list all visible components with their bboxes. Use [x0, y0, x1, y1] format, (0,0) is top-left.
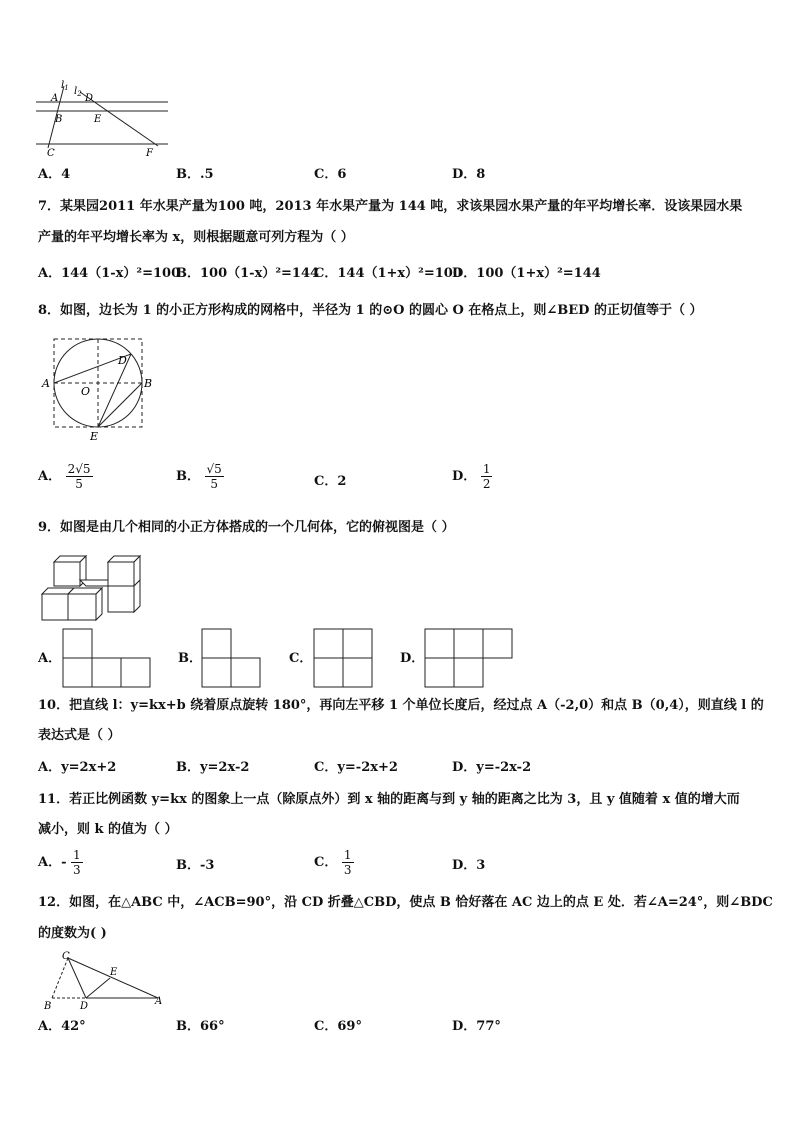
q6-option-a[interactable]: A．4: [38, 167, 71, 182]
q11-option-a-numerator: 1: [73, 848, 81, 862]
q9-text-line1: 9．如图是由几个相同的小正方体搭成的一个几何体，它的俯视图是（ ）: [38, 520, 455, 535]
q10-option-a[interactable]: A．y=2x+2: [38, 760, 117, 775]
q8-option-c[interactable]: C．2: [314, 474, 347, 489]
q8-option-b[interactable]: [176, 462, 224, 491]
q12-label-A: A: [155, 996, 163, 1007]
q8-text-line1: 8．如图，边长为 1 的小正方形构成的网格中，半径为 1 的⊙O 的圆心 O 在格点上，则∠BED 的正切值等于（ ）: [38, 303, 703, 318]
q8-option-a-fraction: [66, 462, 93, 491]
q6-option-b[interactable]: B．.5: [176, 167, 214, 182]
q7-text-line2: 产量的年平均增长率为 x，则根据题意可列方程为（ ）: [38, 230, 354, 245]
q9-option-c[interactable]: C．: [289, 651, 313, 666]
q8-option-b-numerator: √5: [206, 462, 222, 476]
q8-label-O: O: [81, 385, 91, 398]
q9-option-a[interactable]: A．: [38, 651, 62, 666]
q7-option-c[interactable]: C．144（1+x）²=100: [314, 266, 462, 281]
q7-text-line1: 7．某果园2011 年水果产量为100 吨，2013 年水果产量为 144 吨，求该果园水果产量的年平均增长率．设该果园水果: [38, 199, 743, 214]
q6-label-A: A: [51, 93, 59, 104]
q11-option-d[interactable]: D．3: [452, 858, 486, 873]
q12-option-d[interactable]: D．77°: [452, 1019, 501, 1034]
q7-option-a[interactable]: A．144（1-x）²=100: [38, 266, 181, 281]
q10-option-d[interactable]: D．y=-2x-2: [452, 760, 532, 775]
q6-label-F: F: [146, 148, 153, 159]
q8-label-E: E: [90, 430, 99, 443]
q11-option-c[interactable]: [314, 848, 354, 877]
q8-option-a-prefix: A．: [38, 469, 62, 484]
q9-solid-figure: [38, 550, 150, 626]
q6-option-c[interactable]: C．6: [314, 167, 347, 182]
q8-option-b-denominator: 5: [210, 477, 218, 491]
q8-label-D: D: [118, 354, 127, 367]
q8-option-d-numerator: 1: [482, 462, 491, 476]
q6-figure: [36, 78, 170, 160]
q12-label-D: D: [80, 1001, 89, 1012]
q8-option-a-denominator: 5: [75, 477, 83, 491]
q11-option-a[interactable]: [38, 848, 83, 877]
q11-option-b[interactable]: B．-3: [176, 858, 215, 873]
q12-segment-DE: [86, 978, 110, 998]
q11-option-a-fraction: [71, 848, 83, 877]
q8-option-b-prefix: B．: [176, 469, 200, 484]
q8-option-d-denominator: 2: [482, 477, 491, 491]
q12-segment-BC-dashed: [52, 958, 68, 998]
q10-option-b[interactable]: B．y=2x-2: [176, 760, 250, 775]
q8-option-a-numerator: 2√5: [67, 462, 91, 476]
q12-text-line2: 的度数为( ): [38, 926, 107, 941]
q9-option-d-figure: [424, 628, 516, 688]
q11-option-c-fraction: [342, 848, 354, 877]
q10-text-line1: 10．把直线 l：y=kx+b 绕着原点旋转 180°，再向左平移 1 个单位长度后，经过点 A（-2,0）和点 B（0,4），则直线 l 的: [38, 698, 764, 713]
q11-option-a-prefix: A．-: [38, 855, 67, 870]
q6-label-l1: $l_1$: [61, 80, 69, 92]
q9-option-a-figure: [62, 628, 152, 688]
q8-label-A: A: [42, 377, 50, 390]
q6-label-l2: $l_2$: [74, 86, 82, 98]
q7-option-d[interactable]: D．100（1+x）²=144: [452, 266, 601, 281]
q11-option-c-denominator: 3: [343, 863, 352, 877]
q12-option-c[interactable]: C．69°: [314, 1019, 362, 1034]
q11-option-c-prefix: C．: [314, 855, 338, 870]
q9-option-d[interactable]: D．: [400, 651, 425, 666]
q12-label-E: E: [110, 967, 118, 978]
q12-segment-CA: [68, 958, 158, 998]
q6-option-d[interactable]: D．8: [452, 167, 486, 182]
q10-text-line2: 表达式是（ ）: [38, 728, 121, 743]
q6-label-E: E: [94, 114, 102, 125]
q9-option-c-figure: [313, 628, 375, 688]
q12-option-b[interactable]: B．66°: [176, 1019, 225, 1034]
q12-text-line1: 12．如图，在△ABC 中，∠ACB=90°，沿 CD 折叠△CBD，使点 B 恰好落在 AC 边上的点 E 处．若∠A=24°，则∠BDC: [38, 895, 773, 910]
q7-option-b[interactable]: B．100（1-x）²=144: [176, 266, 320, 281]
q12-option-a[interactable]: A．42°: [38, 1019, 86, 1034]
q12-label-C: C: [62, 951, 70, 962]
q8-option-d-fraction: [481, 462, 493, 491]
q11-option-c-numerator: 1: [343, 848, 352, 862]
q8-option-d[interactable]: [452, 462, 492, 491]
q8-segment-BE: [98, 383, 142, 427]
q6-label-C: C: [47, 148, 55, 159]
q11-text-line1: 11．若正比例函数 y=kx 的图象上一点（除原点外）到 x 轴的距离与到 y 轴的距离之比为 3，且 y 值随着 x 值的增大而: [38, 792, 740, 807]
q12-segment-CD: [68, 958, 86, 998]
q8-option-d-prefix: D．: [452, 469, 477, 484]
q9-option-b-figure: [201, 628, 263, 688]
q11-option-a-denominator: 3: [73, 863, 81, 877]
q9-option-b[interactable]: B．: [178, 651, 202, 666]
q8-option-a[interactable]: [38, 462, 93, 491]
q8-label-B: B: [144, 377, 153, 390]
q11-text-line2: 减小，则 k 的值为（ ）: [38, 822, 178, 837]
q6-label-D: D: [85, 93, 94, 104]
q8-figure: [38, 333, 160, 443]
q6-label-B: B: [55, 114, 63, 125]
q12-label-B: B: [44, 1001, 52, 1012]
q8-option-b-fraction: [205, 462, 224, 491]
q10-option-c[interactable]: C．y=-2x+2: [314, 760, 398, 775]
q12-figure: [38, 950, 168, 1012]
